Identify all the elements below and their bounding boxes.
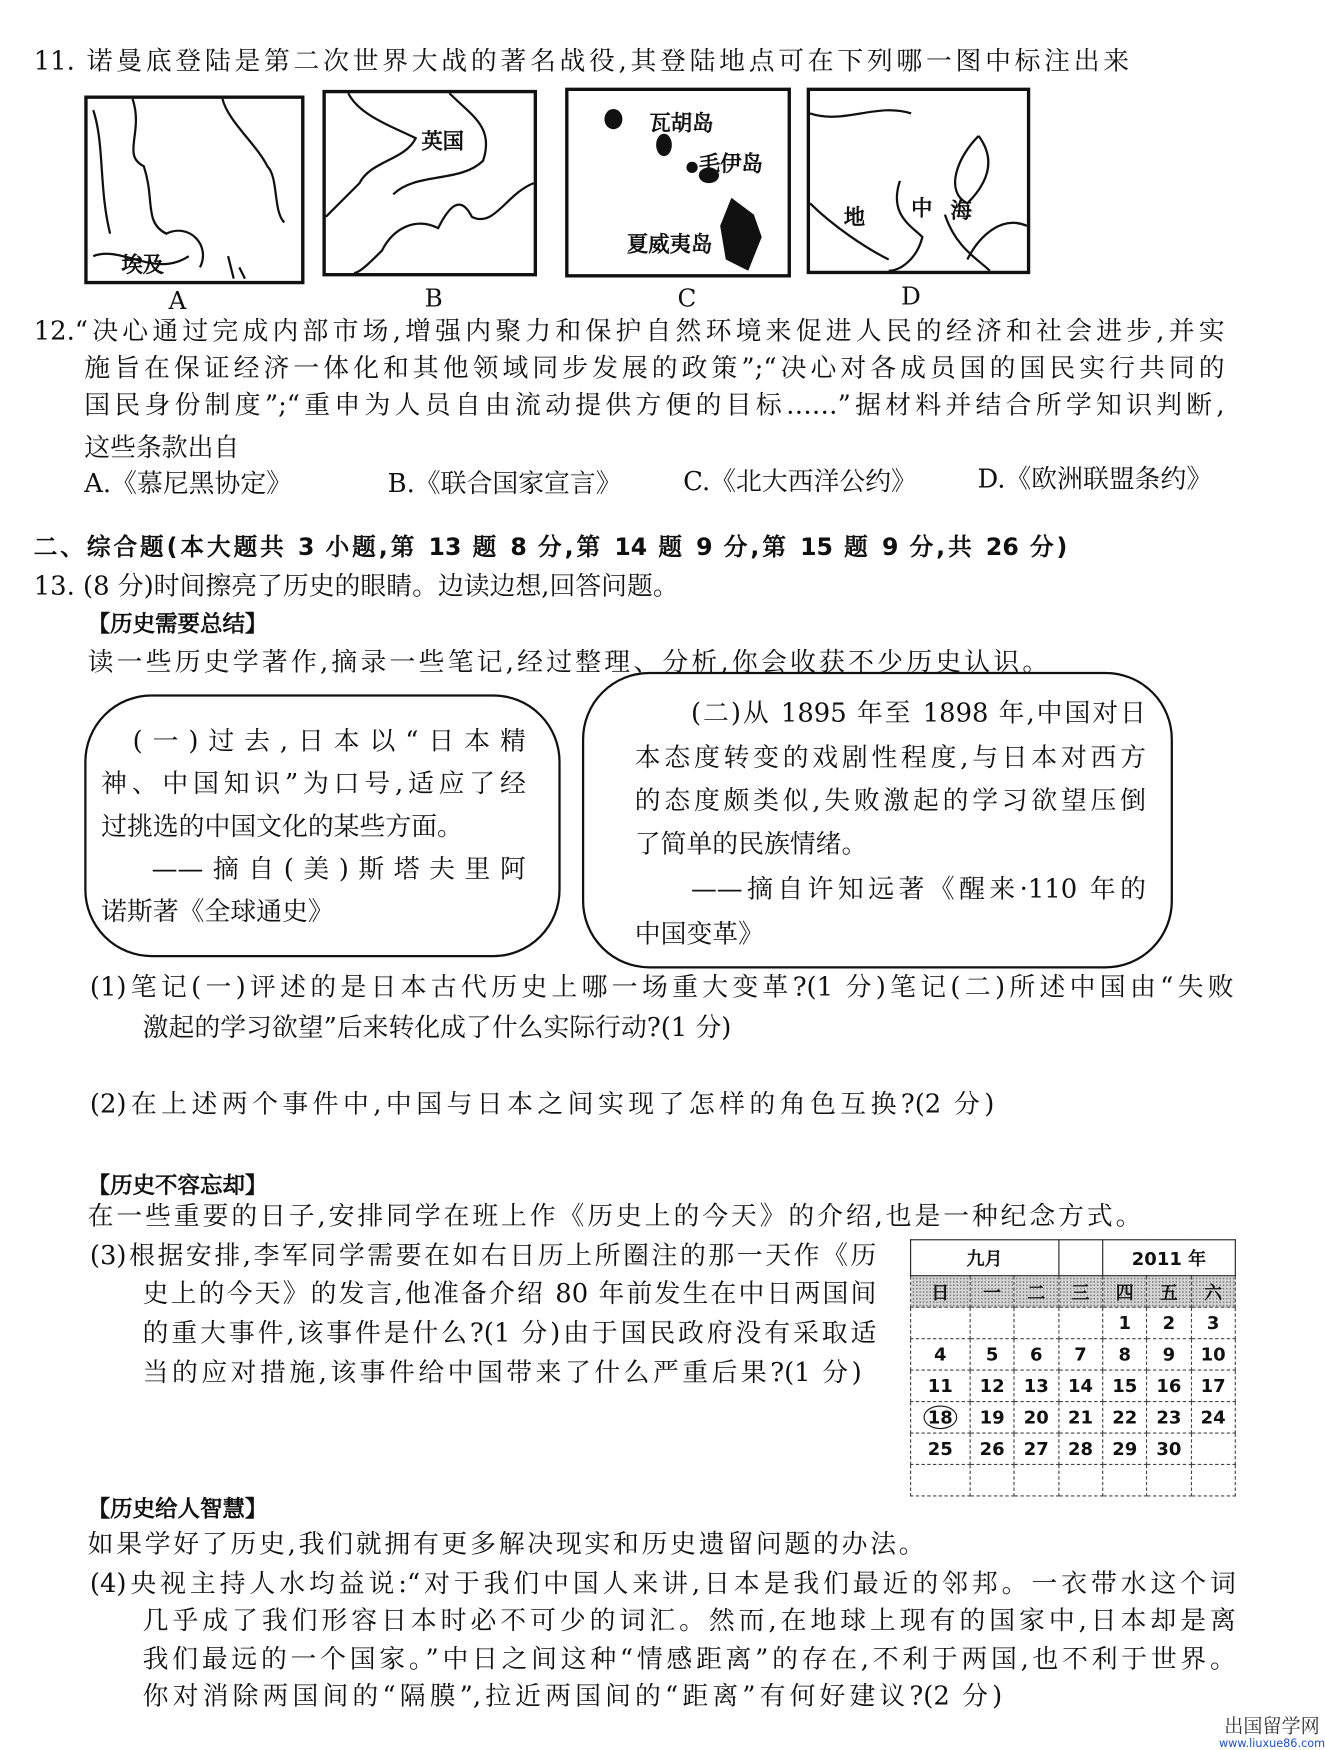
q13-stem: 13. (8 分)时间擦亮了历史的眼睛。边读边想,回答问题。 [33,571,679,602]
q12-line: 12.“决心通过完成内部市场,增强内聚力和保护自然环境来促进人民的经济和社会进步,并实 [33,316,1225,347]
map-a [84,95,304,284]
calendar-day-number: 19 [979,1406,1005,1428]
map-d-label-2: 中 [911,196,933,222]
calendar-day [1147,1339,1191,1370]
calendar-day-number: 16 [1156,1375,1182,1397]
q13-4-line: (4)央视主持人水均益说:“对于我们中国人来讲,日本是我们最近的邻邦。一衣带水这个词 [89,1569,1236,1599]
q12-line: 国民身份制度”;“重申为人员自由流动提供方便的目标……”据材料并结合所学知识判断, [84,390,1225,421]
note-1-line: 过挑选的中国文化的某些方面。 [101,812,463,842]
map-option-a: A [168,287,187,316]
map-c-label-maui: 毛伊岛 [698,151,763,177]
calendar-day [1014,1307,1058,1338]
q13-1-line: (1)笔记(一)评述的是日本古代历史上哪一场重大变革?(1 分)笔记(二)所述中国由“失败 [89,972,1234,1003]
note-2-line: 本态度转变的戏剧性程度,与日本对西方 [634,743,1146,773]
calendar-day [1191,1339,1235,1370]
calendar-weekday: 六 [1191,1276,1235,1307]
calendar-day [1103,1433,1147,1464]
calendar-day [1191,1307,1235,1338]
calendar-day [1014,1370,1058,1401]
calendar-day-number: 7 [1074,1343,1087,1366]
calendar-day [1103,1339,1147,1370]
calendar-day-number: 1 [1118,1312,1131,1334]
q12-option-c: C.《北大西洋公约》 [683,467,917,497]
watermark-name: 出国留学网 [1224,1715,1320,1739]
map-c-label-hawaii: 夏威夷岛 [626,232,713,258]
calendar-weekday: 日 [911,1276,970,1307]
q12-option-b: B.《联合国家宣言》 [387,469,622,499]
q13-3-line: 当的应对措施,该事件给中国带来了什么严重后果?(1 分) [142,1358,862,1388]
map-option-b: B [424,285,443,314]
note-2-source: 中国变革》 [634,920,764,950]
calendar-day-number: 9 [1162,1343,1176,1366]
map-a-outline [88,99,301,281]
calendar-day [1014,1339,1058,1370]
calendar-day [1014,1402,1058,1433]
note-2-line: 了简单的民族情绪。 [634,830,868,860]
map-d-outline [810,91,1027,271]
q12-line: 施旨在保证经济一体化和其他领域同步发展的政策”;“决心对各成员国的国民实行共同的 [84,353,1225,384]
calendar-day [911,1464,970,1495]
section-heading: 二、综合题(本大题共 3 小题,第 13 题 8 分,第 14 题 9 分,第 15 题 9 分,共 26 分) [33,533,1068,561]
calendar-day-number: 22 [1112,1406,1138,1428]
calendar-week [911,1464,1236,1495]
q13-2: (2)在上述两个事件中,中国与日本之间实现了怎样的角色互换?(2 分) [89,1089,995,1120]
watermark-logo [1219,1710,1325,1750]
note-1-line: (一)过去,日本以“日本精 [132,726,526,757]
calendar-day-number: 27 [1023,1438,1049,1460]
map-b [322,90,537,277]
calendar-day [1103,1402,1147,1433]
calendar-day-number: 23 [1156,1406,1182,1428]
q13-4-line: 你对消除两国间的“隔膜”,拉近两国间的“距离”有何好建议?(2 分) [142,1681,1003,1712]
calendar-day [1058,1402,1102,1433]
calendar-day-number: 8 [1118,1343,1131,1366]
calendar-day [911,1402,970,1433]
note-2-line: (二)从 1895 年至 1898 年,中国对日 [690,698,1146,729]
calendar-day [911,1307,970,1338]
calendar-day [1191,1370,1235,1401]
calendar-day-number: 17 [1200,1375,1226,1397]
calendar-day-number: 2 [1162,1312,1176,1334]
calendar-day [1103,1464,1147,1495]
map-option-d: D [901,283,921,312]
calendar-day-number: 26 [979,1438,1005,1460]
calendar-week [911,1370,1236,1401]
calendar-day [911,1339,970,1370]
calendar-day-number: 12 [979,1375,1005,1397]
calendar-day [1147,1402,1191,1433]
calendar-day [970,1370,1014,1401]
calendar-weekday: 四 [1103,1276,1147,1307]
calendar-week [911,1339,1236,1370]
calendar-day-number: 5 [985,1343,999,1366]
note-1-source: ——摘自(美)斯塔夫里阿 [151,854,526,885]
calendar-weekdays [911,1276,1236,1307]
q13-3-line: (3)根据安排,李军同学需要在如右日历上所圈注的那一天作《历 [89,1241,877,1271]
map-c-label-oahu: 瓦胡岛 [649,111,714,136]
calendar-weekday: 三 [1058,1276,1102,1307]
calendar-day-circled: 18 [923,1405,957,1429]
calendar-blank [1058,1240,1102,1276]
calendar-day-number: 6 [1030,1343,1043,1366]
calendar-day [1191,1464,1235,1495]
map-c [565,88,791,278]
calendar-weekday: 二 [1014,1276,1058,1307]
calendar-day [1147,1307,1191,1338]
map-d [807,88,1031,275]
calendar-day-number: 24 [1200,1406,1226,1428]
calendar-day-number: 4 [934,1343,947,1366]
map-d-label-1: 地 [843,205,866,231]
calendar-year: 2011 年 [1103,1240,1236,1276]
calendar-day [1147,1464,1191,1495]
calendar-day [1103,1370,1147,1401]
calendar-day [1058,1370,1102,1401]
part1-title: 【历史需要总结】 [87,610,268,638]
calendar-day [1058,1339,1102,1370]
calendar-day [1103,1307,1147,1338]
calendar-day-number: 11 [927,1375,953,1397]
calendar-day-number: 21 [1067,1406,1094,1428]
note-1-source: 诺斯著《全球通史》 [101,897,334,927]
calendar [910,1239,1236,1496]
q13-3-line: 的重大事件,该事件是什么?(1 分)由于国民政府没有采取适 [142,1318,877,1349]
calendar-day [970,1307,1014,1338]
watermark-url: www.liuxue86.com [1218,1738,1325,1750]
calendar-day [911,1433,970,1464]
map-d-label-3: 海 [950,198,972,224]
q11-stem: 11. 诺曼底登陆是第二次世界大战的著名战役,其登陆地点可在下列哪一图中标注出来 [33,47,1130,77]
q12-option-a: A.《慕尼黑协定》 [84,469,293,499]
calendar-week [911,1433,1236,1464]
calendar-day [1058,1433,1102,1464]
calendar-day-number: 20 [1023,1406,1049,1428]
calendar-day [970,1339,1014,1370]
part2-intro: 在一些重要的日子,安排同学在班上作《历史上的今天》的介绍,也是一种纪念方式。 [87,1202,1142,1232]
calendar-day [970,1402,1014,1433]
q13-4-line: 几乎成了我们形容日本时必不可少的词汇。然而,在地球上现有的国家中,日本却是离 [142,1606,1236,1636]
part3-intro: 如果学好了历史,我们就拥有更多解决现实和历史遗留问题的办法。 [87,1530,925,1560]
map-b-outline [326,93,534,273]
calendar-week [911,1307,1236,1338]
calendar-day [1058,1307,1102,1338]
map-b-label: 英国 [421,129,465,154]
calendar-day-number: 30 [1156,1438,1182,1460]
map-a-label: 埃及 [121,252,165,278]
calendar-day-number: 25 [927,1438,953,1460]
calendar-day [1191,1402,1235,1433]
calendar-day [1147,1370,1191,1401]
map-option-c: C [677,285,697,314]
calendar-day-number: 10 [1200,1343,1226,1366]
note-2-line: 的态度颇类似,失败激起的学习欲望压倒 [634,786,1146,816]
note-1-line: 神、中国知识”为口号,适应了经 [101,769,526,799]
calendar-day [1191,1433,1235,1464]
calendar-day-number: 3 [1206,1312,1220,1334]
part2-title: 【历史不容忘却】 [87,1171,268,1199]
q12-option-d: D.《欧洲联盟条约》 [977,465,1213,495]
q12-line: 这些条款出自 [84,433,240,463]
calendar-week [911,1402,1236,1433]
q13-4-line: 我们最远的一个国家。”中日之间这种“情感距离”的存在,不利于两国,也不利于世界。 [142,1644,1236,1675]
calendar-weekday: 一 [970,1276,1014,1307]
calendar-day [970,1433,1014,1464]
calendar-day [1014,1464,1058,1495]
note-2-source: ——摘自许知远著《醒来·110 年的 [690,875,1146,905]
calendar-day [1058,1464,1102,1495]
calendar-day [911,1370,970,1401]
calendar-day-number: 13 [1023,1375,1049,1397]
part3-title: 【历史给人智慧】 [87,1495,268,1523]
part1-intro: 读一些历史学著作,摘录一些笔记,经过整理、分析,你会收获不少历史认识。 [87,648,1049,678]
q13-1-line: 激起的学习欲望”后来转化成了什么实际行动?(1 分) [142,1013,732,1043]
calendar-day [1147,1433,1191,1464]
calendar-weekday: 五 [1147,1276,1191,1307]
calendar-day-number: 28 [1067,1438,1094,1460]
calendar-day [1014,1433,1058,1464]
calendar-month: 九月 [911,1240,1059,1276]
calendar-day-number: 29 [1112,1438,1138,1460]
calendar-day-number: 14 [1067,1375,1094,1397]
calendar-day-number: 15 [1112,1375,1138,1397]
q13-3-line: 史上的今天》的发言,他准备介绍 80 年前发生在中日两国间 [142,1279,877,1309]
calendar-day [970,1464,1014,1495]
